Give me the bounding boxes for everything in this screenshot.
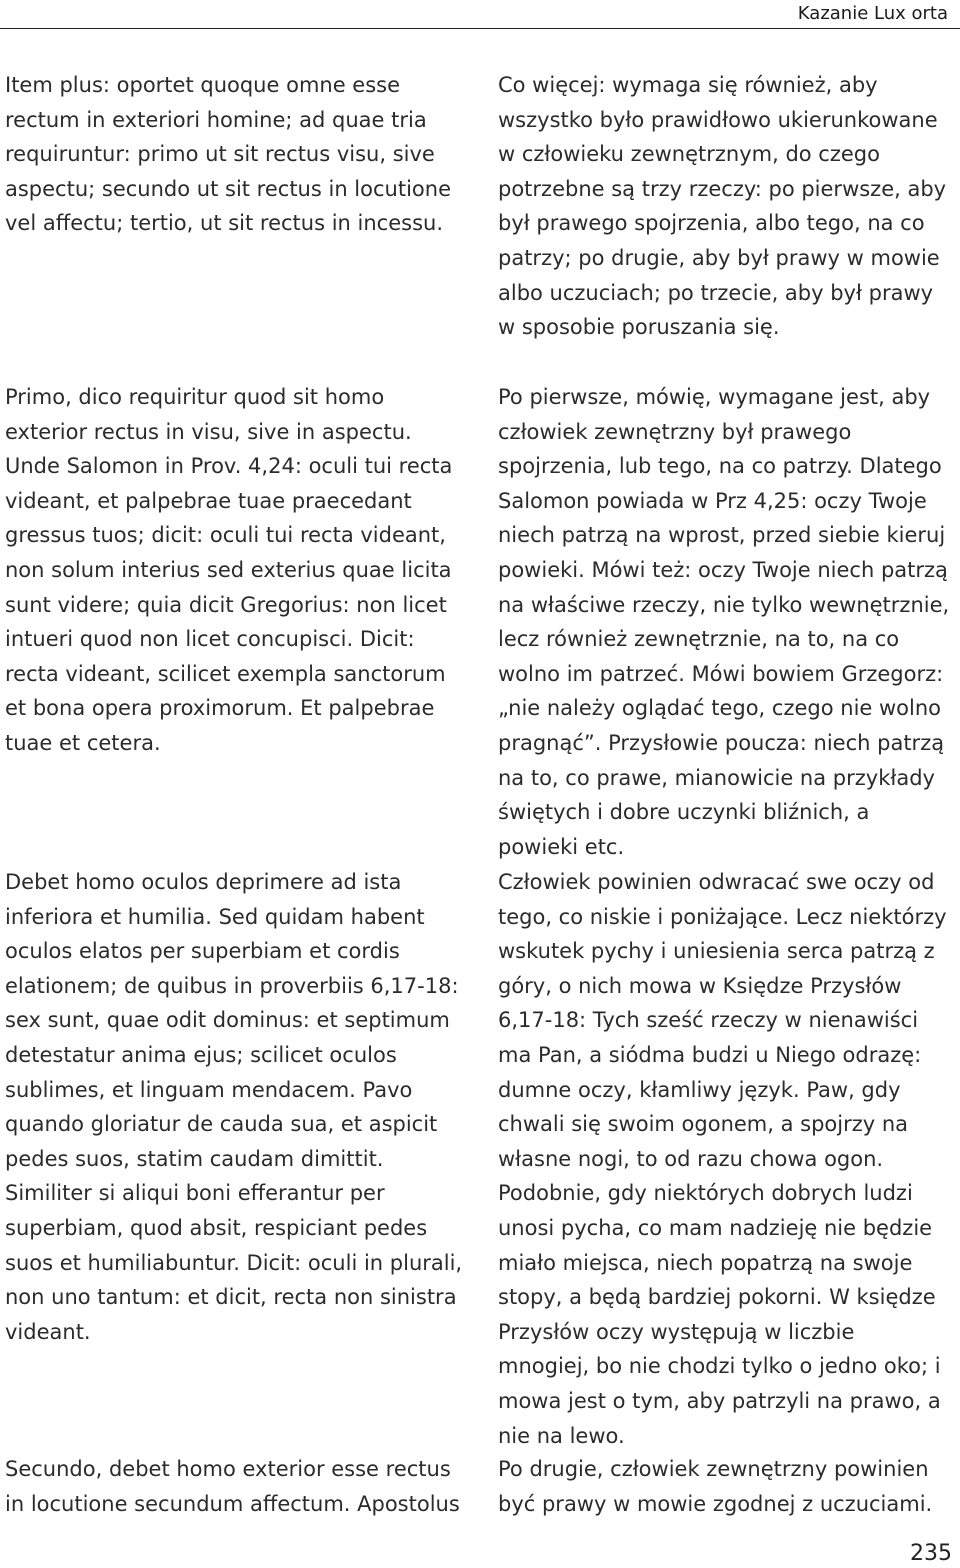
latin-paragraph-3: Debet homo oculos deprimere ad ista inferiora et humilia. Sed quidam habent oculos elatos per superbiam et cordis elationem; de quibus in proverbiis 6,17-18: sex sunt, quae odit dominus: et septimum detestatur anima ejus; scilicet oculos sublimes, et linguam mendacem. Pavo quando gloriatur de cauda sua, et aspicit pedes suos, statim caudam dimittit. Similiter si aliqui boni efferantur per superbiam, quod absit, respiciant pedes suos et humiliabuntur. Dicit: oculi in plurali, non uno tantum: et dicit, recta non sinistra videant. [5,870,463,1344]
page-number: 235 [910,1541,952,1566]
header-rule [0,28,960,29]
running-header-title: Kazanie Lux orta [797,3,948,24]
latin-paragraph-4: Secundo, debet homo exterior esse rectus in locutione secundum affectum. Apostolus [5,1457,460,1516]
polish-paragraph-3: Człowiek powinien odwracać swe oczy od tego, co niskie i poniżające. Lecz niektórzy wskutek pychy i uniesienia serca patrzą z góry, o nich mowa w Księdze Przysłów 6,17-18: Tych sześć rzeczy w nienawiści ma Pan, a siódma budzi u Niego odrazę: dumne oczy, kłamliwy język. Paw, gdy chwali się swoim ogonem, a spojrzy na własne nogi, to od razu chowa ogon. Podobnie, gdy niektórych dobrych ludzi unosi pycha, co mam nadzieję nie będzie miało miejsca, niech popatrzą na swoje stopy, a będą bardziej pokorni. W księdze Przysłów oczy występują w liczbie mnogiej, bo nie chodzi tylko o jedno oko; i mowa jest o tym, aby patrzyli na prawo, a nie na lewo. [498,870,947,1448]
running-header [0,0,960,30]
polish-paragraph-1: Co więcej: wymaga się również, aby wszystko było prawidłowo ukierunkowane w człowieku zewnętrznym, do czego potrzebne są trzy rzeczy: po pierwsze, aby był prawego spojrzenia, albo tego, na co patrzy; po drugie, aby był prawy w mowie albo uczuciach; po trzecie, aby był prawy w sposobie poruszania się. [498,73,947,340]
polish-paragraph-2: Po pierwsze, mówię, wymagane jest, aby człowiek zewnętrzny był prawego spojrzenia, lub tego, na co patrzy. Dlatego Salomon powiada w Prz 4,25: oczy Twoje niech patrzą na wprost, przed siebie kieruj powieki. Mówi też: oczy Twoje niech patrzą na właściwe rzeczy, nie tylko wewnętrznie, lecz również zewnętrznie, na to, na co wolno im patrzeć. Mówi bowiem Grzegorz: „nie należy oglądać tego, czego nie wolno pragnąć”. Przysłowie poucza: niech patrzą na to, co prawe, mianowicie na przykłady świętych i dobre uczynki bliźnich, a powieki etc. [498,385,950,859]
latin-paragraph-2: Primo, dico requiritur quod sit homo exterior rectus in visu, sive in aspectu. Unde Salomon in Prov. 4,24: oculi tui recta videant, et palpebrae tuae praecedant gressus tuos; dicit: oculi tui recta videant, non solum interius sed exterius quae licita sunt videre; quia dicit Gregorius: non licet intueri quod non licet concupisci. Dicit: recta videant, scilicet exempla sanctorum et bona opera proximorum. Et palpebrae tuae et cetera. [5,385,453,755]
latin-paragraph-1: Item plus: oportet quoque omne esse rectum in exteriori homine; ad quae tria requiruntur: primo ut sit rectus visu, sive aspectu; secundo ut sit rectus in locutione vel affectu; tertio, ut sit rectus in incessu. [5,73,451,236]
polish-paragraph-4: Po drugie, człowiek zewnętrzny powinien być prawy w mowie zgodnej z uczuciami. [498,1457,933,1516]
